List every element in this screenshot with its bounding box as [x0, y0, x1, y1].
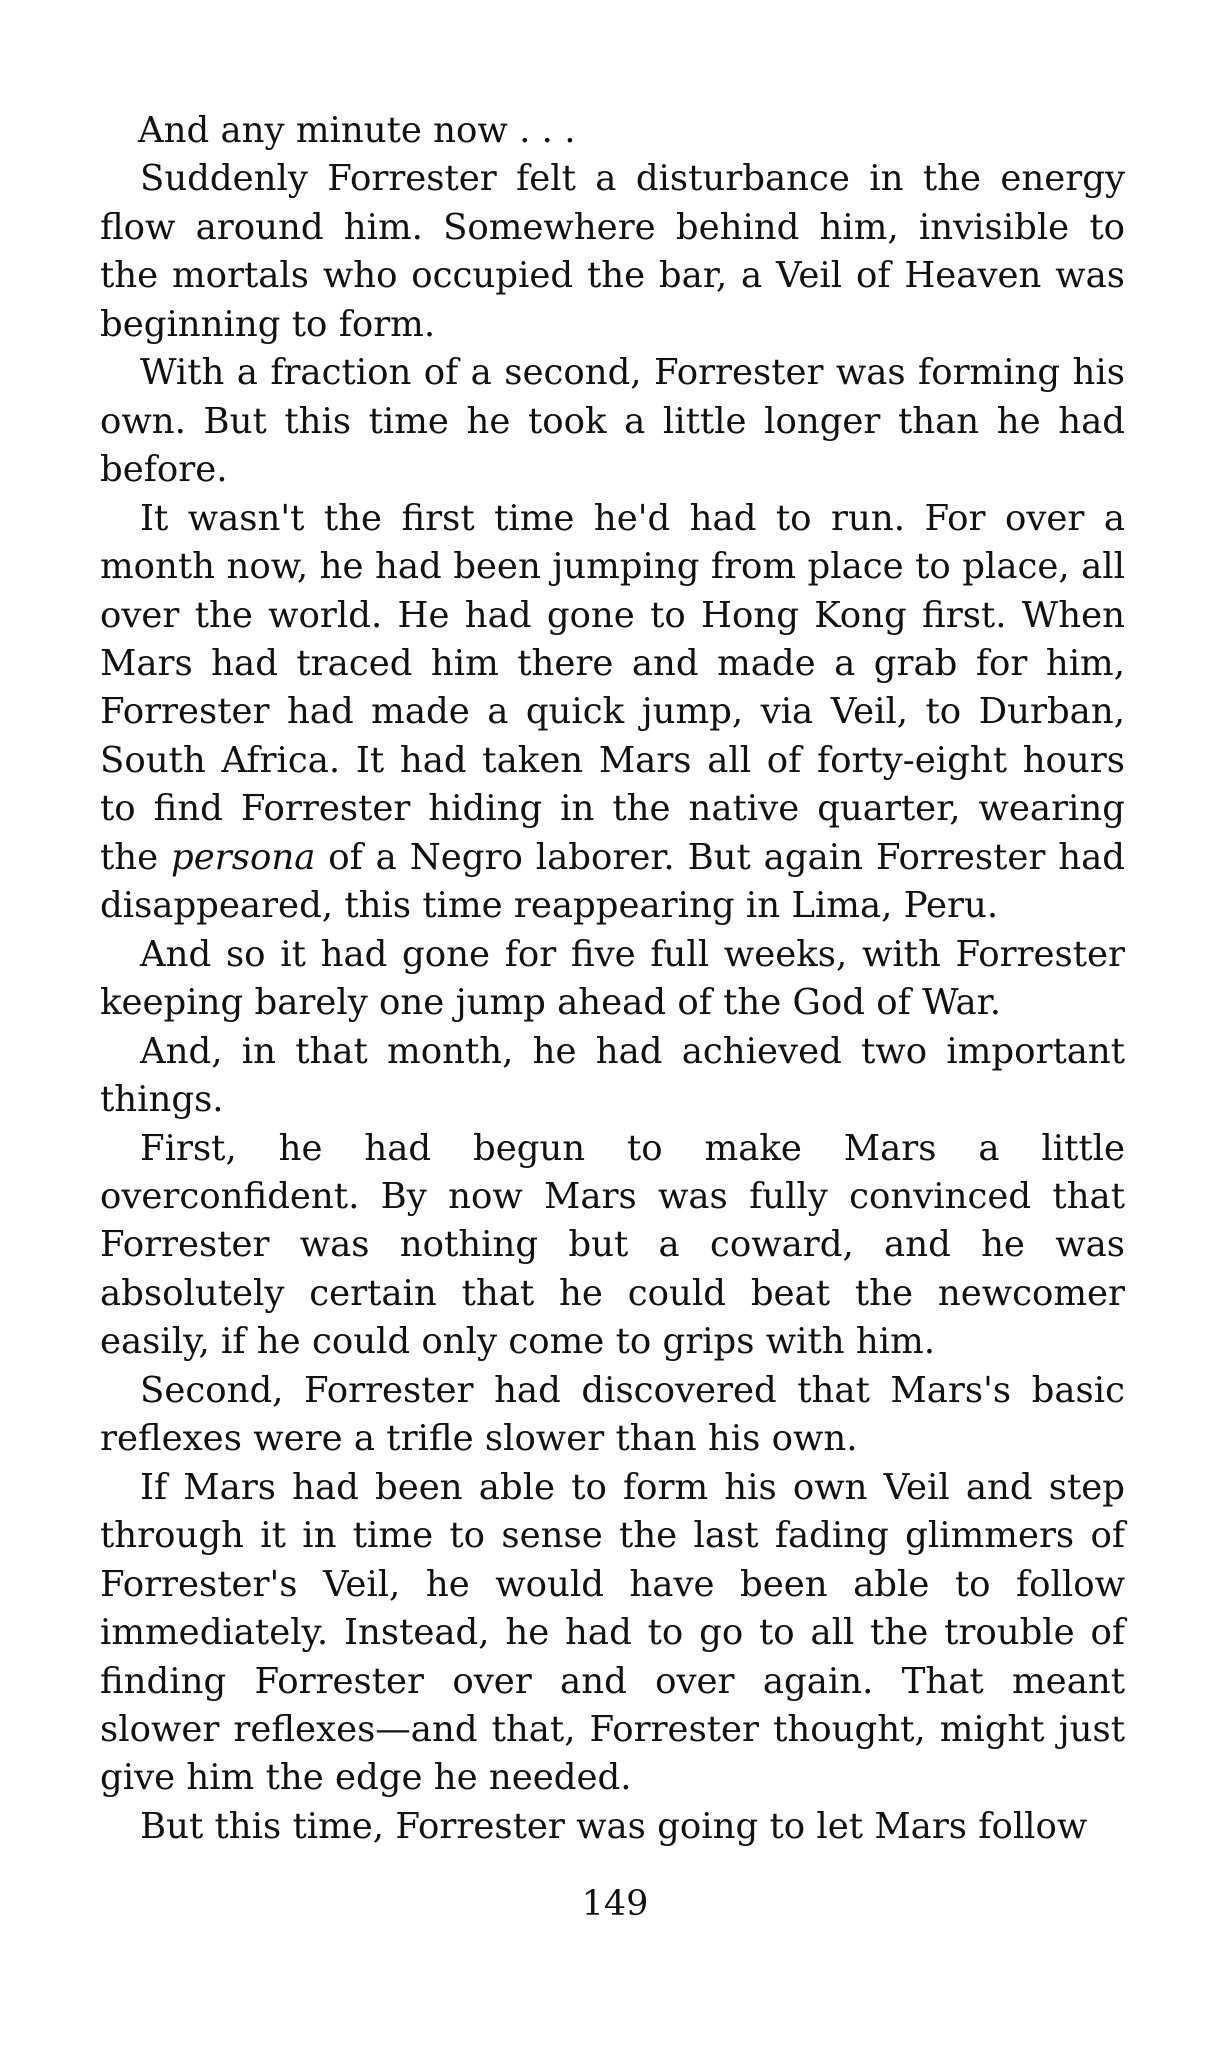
paragraph-3: With a fraction of a second, Forrester was forming his own. But this time he took a little longer than he had before.: [100, 352, 1125, 491]
paragraph-4: [100, 495, 1125, 931]
paragraph-5: And so it had gone for five full weeks, with Forrester keeping barely one jump ahead of the God of War.: [100, 933, 1125, 1024]
paragraph-8: Second, Forrester had discovered that Mars's basic reflexes were a trifle slower than his own.: [100, 1369, 1125, 1460]
paragraph-4-part-2: of a Negro laborer. But again Forrester had disappeared, this time reappearing in Lima, Peru.: [100, 836, 1125, 927]
paragraph-6: And, in that month, he had achieved two important things.: [100, 1030, 1125, 1121]
paragraph-9: If Mars had been able to form his own Veil and step through it in time to sense the last fading glimmers of Forrester's Veil, he would have been able to follow immediately. Instead, he had to go to all the trouble of finding Forrester over and over again. That meant slower reflexes—and that, Forrester thought, might just give him the edge he needed.: [100, 1466, 1125, 1799]
body-text: [100, 107, 1125, 1851]
paragraph-7: First, he had begun to make Mars a little overconfident. By now Mars was fully convinced that Forrester was nothing but a coward, and he was absolutely certain that he could beat the newcomer easily, if he could only come to grips with him.: [100, 1127, 1125, 1363]
paragraph-10: But this time, Forrester was going to let Mars follow: [140, 1805, 1088, 1847]
page-number: 149: [581, 1884, 649, 1924]
italic-word-persona: persona: [171, 836, 316, 878]
paragraph-1: And any minute now . . .: [138, 110, 576, 151]
paragraph-4-part-1: It wasn't the first time he'd had to run. For over a month now, he had been jumping from place to place, all over the world. He had gone to Hong Kong first. When Mars had traced him there and made a grab for him, Forrester had made a quick jump, via Veil, to Durban, South Africa. It had taken Mars all of forty-eight hours to find Forrester hiding in the native quarter, wearing the: [100, 497, 1125, 878]
paragraph-2: Suddenly Forrester felt a disturbance in the energy flow around him. Somewhere behind him, invisible to the mortals who occupied the bar, a Veil of Heaven was beginning to form.: [100, 158, 1125, 345]
